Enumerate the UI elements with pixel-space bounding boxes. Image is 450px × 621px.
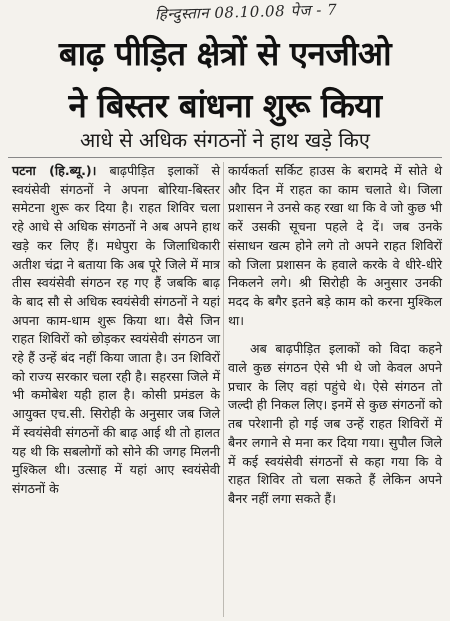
column-2-paragraph-1: कार्यकर्ता सर्किट हाउस के बरामदे में सोते थे और दिन में राहत का काम चलाते थे। जिला प्रशासन ने उनसे कह रखा था कि वे जो कुछ भी करें उसकी सूचना पहले दे दें। जब उनके संसाधन खत्म होने लगे तो अपने राहत शिविरों को जिला प्रशासन के हवाले करके वे धीरे-धीरे निकलने लगे। श्री सिरोही के अनुसार उनकी मदद के बगैर इतने बड़े काम को करना मुश्किल था। <box>228 163 442 328</box>
divider <box>8 157 442 158</box>
column-2-paragraph-2: अब बाढ़पीड़ित इलाकों को विदा कहने वाले कुछ संगठन ऐसे भी थे जो केवल अपने प्रचार के लिए वहां पहुंचे थे। ऐसे संगठन तो जल्दी ही निकल लिए। इनमें से कुछ संगठनों को तब परेशानी हो गई जब उन्हें राहत शिविरों में बैनर लगाने से मना कर दिया गया। सुपौल जिले में कई स्वयंसेवी संगठनों से कहा गया कि वे राहत शिविर तो चला सकते हैं लेकिन अपने बैनर नहीं लगा सकते हैं। <box>228 341 442 506</box>
article-column-2 <box>228 162 442 509</box>
column-1-text: बाढ़पीड़ित इलाकों से स्वयंसेवी संगठनों ने अपना बोरिया-बिस्तर समेटना शुरू कर दिया है। राहत शिविर चला रहे आधे से अधिक संगठनों ने अब अपने हाथ खड़े कर लिए हैं। मधेपुरा के जिलाधिकारी अतीश चंद्रा ने बताया कि अब पूरे जिले में मात्र तीस स्वयंसेवी संगठन रह गए हैं जबकि बाढ़ के बाद सौ से अधिक स्वयंसेवी संगठनों ने यहां अपना काम-धाम शुरू किया था। वैसे जिन राहत शिविरों को छोड़कर स्वयंसेवी संगठन जा रहे हैं उन्हें बंद नहीं किया जाता है। उन शिविरों को राज्य सरकार चला रही है। सहरसा जिले में भी कमोबेश यही हाल है। कोसी प्रमंडल के आयुक्त एच.सी. सिरोही के अनुसार जब जिले में स्वयंसेवी संगठनों की बाढ़ आई थी तो हालत यह थी कि सबलोगों को सोने की जगह मिलनी मुश्किल थी। उत्साह में यहां आए स्वयंसेवी संगठनों के <box>12 163 220 496</box>
column-divider <box>223 162 224 617</box>
dateline: पटना (हि.ब्यू.)। <box>12 163 97 178</box>
column-1-paragraph <box>12 162 220 499</box>
headline-line-1: बाढ़ पीड़ित क्षेत्रों से एनजीओ <box>58 34 392 73</box>
handwritten-date-note: हिन्दुस्तान 08.10.08 पेज - 7 <box>154 0 338 24</box>
subheadline: आधे से अधिक संगठनों ने हाथ खड़े किए <box>80 128 370 152</box>
article-column-1 <box>12 162 220 499</box>
headline <box>8 28 442 132</box>
headline-line-2: ने बिस्तर बांधना शुरू किया <box>68 86 382 125</box>
